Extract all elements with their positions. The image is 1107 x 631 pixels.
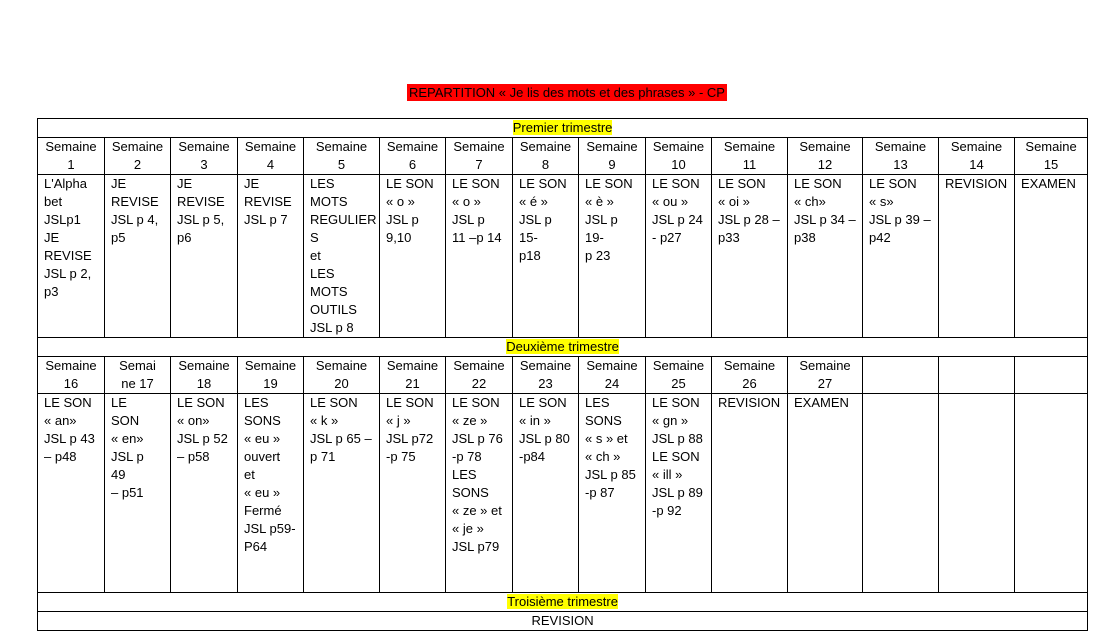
week-header: Semaine 26 <box>712 357 788 394</box>
week-header: Semaine 20 <box>304 357 380 394</box>
week-content: LES SONS « s » et « ch » JSL p 85 -p 87 <box>579 394 646 593</box>
week-header: Semaine 4 <box>238 138 304 175</box>
week-header: Semaine 10 <box>646 138 712 175</box>
week-header: Semaine 18 <box>171 357 238 394</box>
week-content: EXAMEN <box>788 394 863 593</box>
week-content: LE SON « in » JSL p 80 -p84 <box>513 394 579 593</box>
week-header: Semaine 19 <box>238 357 304 394</box>
week-header: Semaine 5 <box>304 138 380 175</box>
week-content: JE REVISE JSL p 4, p5 <box>105 175 171 338</box>
week-header: Semaine 1 <box>38 138 105 175</box>
week-content: LE SON « ou » JSL p 24 - p27 <box>646 175 712 338</box>
week-content: LES SONS « eu » ouvert et « eu » Fermé JSL p59- P64 <box>238 394 304 593</box>
week-content: LE SON « gn » JSL p 88 LE SON « ill » JSL p 89 -p 92 <box>646 394 712 593</box>
week-content: LE SON « k » JSL p 65 – p 71 <box>304 394 380 593</box>
week-content: LE SON « j » JSL p72 -p 75 <box>380 394 446 593</box>
empty-cell <box>939 357 1015 394</box>
week-header: Semaine 3 <box>171 138 238 175</box>
empty-cell <box>863 394 939 593</box>
week-content: LE SON « an» JSL p 43 – p48 <box>38 394 105 593</box>
week-header: Semaine 11 <box>712 138 788 175</box>
week-content: REVISION <box>712 394 788 593</box>
week-header: Semaine 23 <box>513 357 579 394</box>
week-header: Semaine 13 <box>863 138 939 175</box>
week-content: L'Alpha bet JSLp1 JE REVISE JSL p 2, p3 <box>38 175 105 338</box>
week-content: LES MOTS REGULIER S et LES MOTS OUTILS JSL p 8 <box>304 175 380 338</box>
week-content: LE SON « o » JSL p 11 –p 14 <box>446 175 513 338</box>
week-content: LE SON « en» JSL p 49 – p51 <box>105 394 171 593</box>
week-header: Semaine 7 <box>446 138 513 175</box>
week-content: LE SON « oi » JSL p 28 – p33 <box>712 175 788 338</box>
empty-cell <box>939 394 1015 593</box>
week-header: Semaine 2 <box>105 138 171 175</box>
week-header: Semaine 25 <box>646 357 712 394</box>
empty-cell <box>863 357 939 394</box>
trimester-header-second: Deuxième trimestre <box>38 338 1088 357</box>
page-title: REPARTITION « Je lis des mots et des phrases » - CP <box>409 85 725 100</box>
week-content: JE REVISE JSL p 7 <box>238 175 304 338</box>
week-header: Semaine 8 <box>513 138 579 175</box>
week-header: Semaine 6 <box>380 138 446 175</box>
week-header: Semai ne 17 <box>105 357 171 394</box>
week-content: LE SON « è » JSL p 19- p 23 <box>579 175 646 338</box>
schedule-table <box>37 118 1088 631</box>
trimester-header-third: Troisième trimestre <box>38 593 1088 612</box>
week-header: Semaine 14 <box>939 138 1015 175</box>
week-content: LE SON « s» JSL p 39 – p42 <box>863 175 939 338</box>
week-content: LE SON « on» JSL p 52 – p58 <box>171 394 238 593</box>
week-header: Semaine 24 <box>579 357 646 394</box>
week-header: Semaine 22 <box>446 357 513 394</box>
trimester-third-content: REVISION <box>38 612 1088 631</box>
trimester-header-first: Premier trimestre <box>38 119 1088 138</box>
week-content: LE SON « o » JSL p 9,10 <box>380 175 446 338</box>
week-header: Semaine 16 <box>38 357 105 394</box>
week-header: Semaine 21 <box>380 357 446 394</box>
week-content: REVISION <box>939 175 1015 338</box>
week-header: Semaine 15 <box>1015 138 1088 175</box>
week-content: LE SON « é » JSL p 15- p18 <box>513 175 579 338</box>
week-header: Semaine 9 <box>579 138 646 175</box>
week-content: JE REVISE JSL p 5, p6 <box>171 175 238 338</box>
empty-cell <box>1015 394 1088 593</box>
week-header: Semaine 27 <box>788 357 863 394</box>
week-content: EXAMEN <box>1015 175 1088 338</box>
week-content: LE SON « ze » JSL p 76 -p 78 LES SONS « ze » et « je » JSL p79 <box>446 394 513 593</box>
week-header: Semaine 12 <box>788 138 863 175</box>
week-content: LE SON « ch» JSL p 34 – p38 <box>788 175 863 338</box>
empty-cell <box>1015 357 1088 394</box>
